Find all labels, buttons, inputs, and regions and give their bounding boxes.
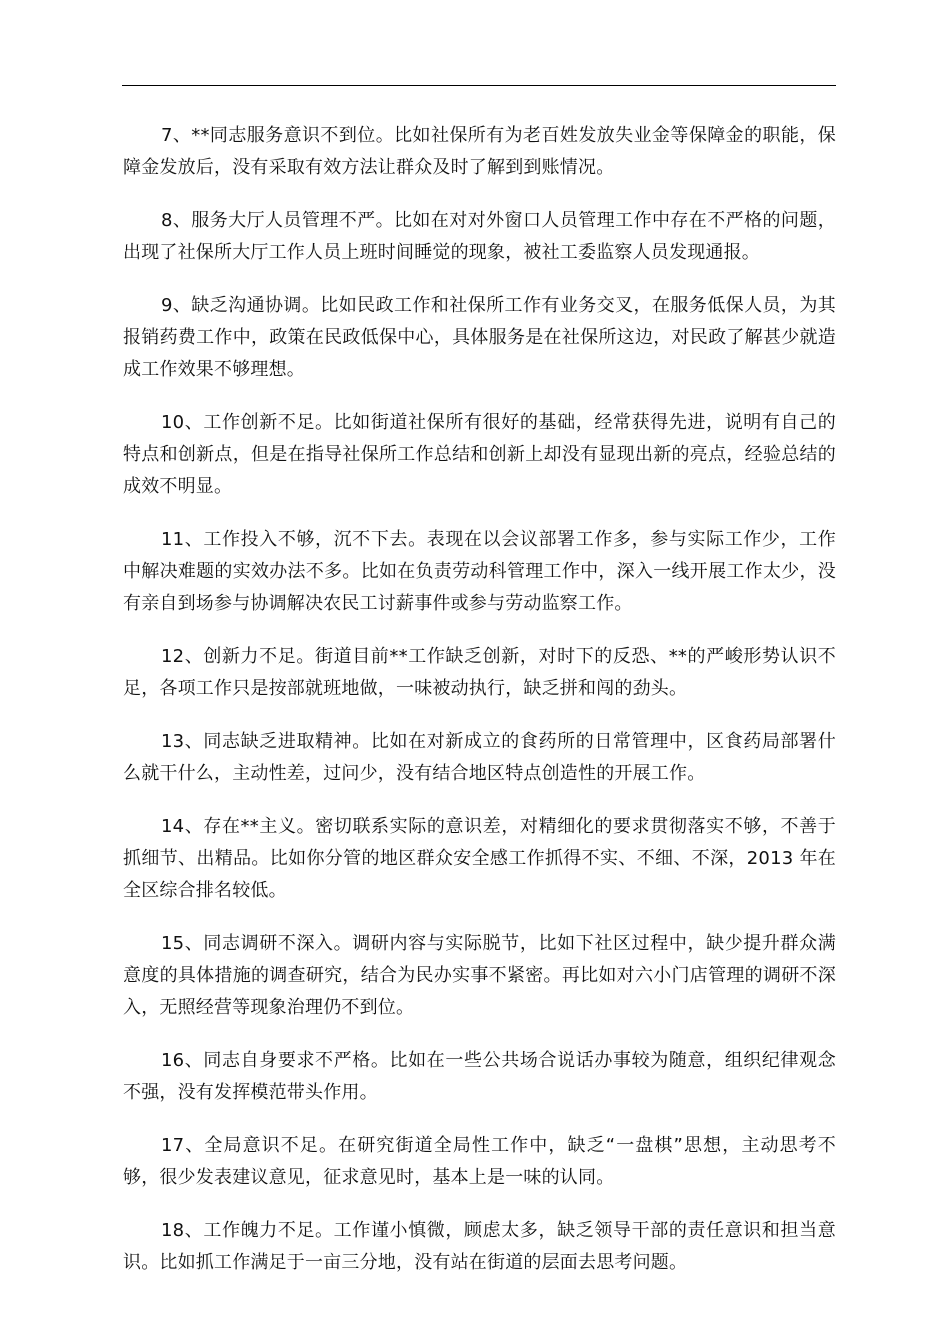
paragraph-11: 11、工作投入不够，沉不下去。表现在以会议部署工作多，参与实际工作少，工作中解决难题的实效办法不多。比如在负责劳动科管理工作中，深入一线开展工作太少，没有亲自到场参与协调解决农民工讨薪事件或参与劳动监察工作。: [123, 529, 836, 614]
header-rule: [122, 85, 836, 86]
paragraph-18: 18、工作魄力不足。工作谨小慎微，顾虑太多，缺乏领导干部的责任意识和担当意识。比如抓工作满足于一亩三分地，没有站在街道的层面去思考问题。: [123, 1220, 836, 1273]
paragraph-8: 8、服务大厅人员管理不严。比如在对对外窗口人员管理工作中存在不严格的问题，出现了社保所大厅工作人员上班时间睡觉的现象，被社工委监察人员发现通报。: [123, 210, 836, 263]
paragraph-14: 14、存在**主义。密切联系实际的意识差，对精细化的要求贯彻落实不够，不善于抓细节、出精品。比如你分管的地区群众安全感工作抓得不实、不细、不深，2013 年在全区综合排名较低。: [123, 816, 836, 901]
paragraph-12: 12、创新力不足。街道目前**工作缺乏创新，对时下的反恐、**的严峻形势认识不足，各项工作只是按部就班地做，一味被动执行，缺乏拼和闯的劲头。: [123, 646, 836, 699]
document-body: [123, 120, 836, 1300]
paragraph-10: 10、工作创新不足。比如街道社保所有很好的基础，经常获得先进，说明有自己的特点和创新点，但是在指导社保所工作总结和创新上却没有显现出新的亮点，经验总结的成效不明显。: [123, 412, 836, 497]
paragraph-7: 7、**同志服务意识不到位。比如社保所有为老百姓发放失业金等保障金的职能，保障金发放后，没有采取有效方法让群众及时了解到到账情况。: [123, 125, 836, 178]
paragraph-16: 16、同志自身要求不严格。比如在一些公共场合说话办事较为随意，组织纪律观念不强，没有发挥模范带头作用。: [123, 1050, 836, 1103]
paragraph-15: 15、同志调研不深入。调研内容与实际脱节，比如下社区过程中，缺少提升群众满意度的具体措施的调查研究，结合为民办实事不紧密。再比如对六小门店管理的调研不深入，无照经营等现象治理仍不到位。: [123, 933, 836, 1018]
paragraph-13: 13、同志缺乏进取精神。比如在对新成立的食药所的日常管理中，区食药局部署什么就干什么，主动性差，过问少，没有结合地区特点创造性的开展工作。: [123, 731, 836, 784]
paragraph-17: 17、全局意识不足。在研究街道全局性工作中，缺乏“一盘棋”思想，主动思考不够，很少发表建议意见，征求意见时，基本上是一味的认同。: [123, 1135, 836, 1188]
paragraph-9: 9、缺乏沟通协调。比如民政工作和社保所工作有业务交叉，在服务低保人员，为其报销药费工作中，政策在民政低保中心，具体服务是在社保所这边，对民政了解甚少就造成工作效果不够理想。: [123, 295, 836, 380]
